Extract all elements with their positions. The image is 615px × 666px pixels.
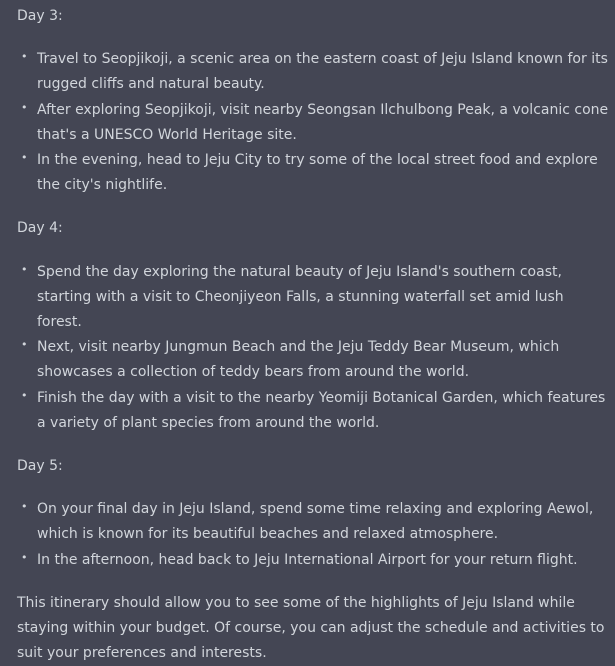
bullet-icon: • xyxy=(21,100,28,114)
bullet-icon: • xyxy=(21,338,28,352)
list-item xyxy=(17,335,609,385)
bullet-icon: • xyxy=(21,500,28,514)
bullet-icon: • xyxy=(21,151,28,165)
list-item-text: On your final day in Jeju Island, spend some time relaxing and exploring Aewol, which is known for its beautiful beaches and relaxed atmosphere. xyxy=(37,501,594,543)
list-item xyxy=(17,497,609,547)
list-item-text: Next, visit nearby Jungmun Beach and the Jeju Teddy Bear Museum, which showcases a collection of teddy bears from around the world. xyxy=(37,339,560,381)
bullet-icon: • xyxy=(21,550,28,564)
list-item-text: Finish the day with a visit to the nearby Yeomiji Botanical Garden, which features a variety of plant species from around the world. xyxy=(37,389,606,431)
bullet-icon: • xyxy=(21,262,28,276)
day-5-list xyxy=(17,497,609,573)
day-3-list xyxy=(17,47,609,198)
bullet-icon: • xyxy=(21,50,28,64)
day-4-heading: Day 4: xyxy=(17,220,63,237)
list-item xyxy=(17,148,609,198)
list-item-text: In the afternoon, head back to Jeju International Airport for your return flight. xyxy=(37,551,578,568)
list-item-text: After exploring Seopjikoji, visit nearby Seongsan Ilchulbong Peak, a volcanic cone that's a UNESCO World Heritage site. xyxy=(37,101,609,143)
list-item xyxy=(17,47,609,97)
day-3-heading: Day 3: xyxy=(17,8,63,24)
list-item-text: Spend the day exploring the natural beauty of Jeju Island's southern coast, starting with a visit to Cheonjiyeon Falls, a stunning waterfall set amid lush forest. xyxy=(37,263,564,331)
day-5-heading: Day 5: xyxy=(17,458,63,475)
list-item-text: In the evening, head to Jeju City to try some of the local street food and explore the city's nightlife. xyxy=(37,152,598,194)
list-item-text: Travel to Seopjikoji, a scenic area on the eastern coast of Jeju Island known for its rugged cliffs and natural beauty. xyxy=(37,51,608,93)
bullet-icon: • xyxy=(21,388,28,402)
list-item xyxy=(17,386,609,436)
day-4-list xyxy=(17,260,609,436)
closing-paragraph: This itinerary should allow you to see some of the highlights of Jeju Island while staying within your budget. Of course, you can adjust the schedule and activities to suit your preferences and interests. xyxy=(17,594,605,662)
list-item xyxy=(17,548,609,573)
list-item xyxy=(17,260,609,336)
list-item xyxy=(17,98,609,148)
